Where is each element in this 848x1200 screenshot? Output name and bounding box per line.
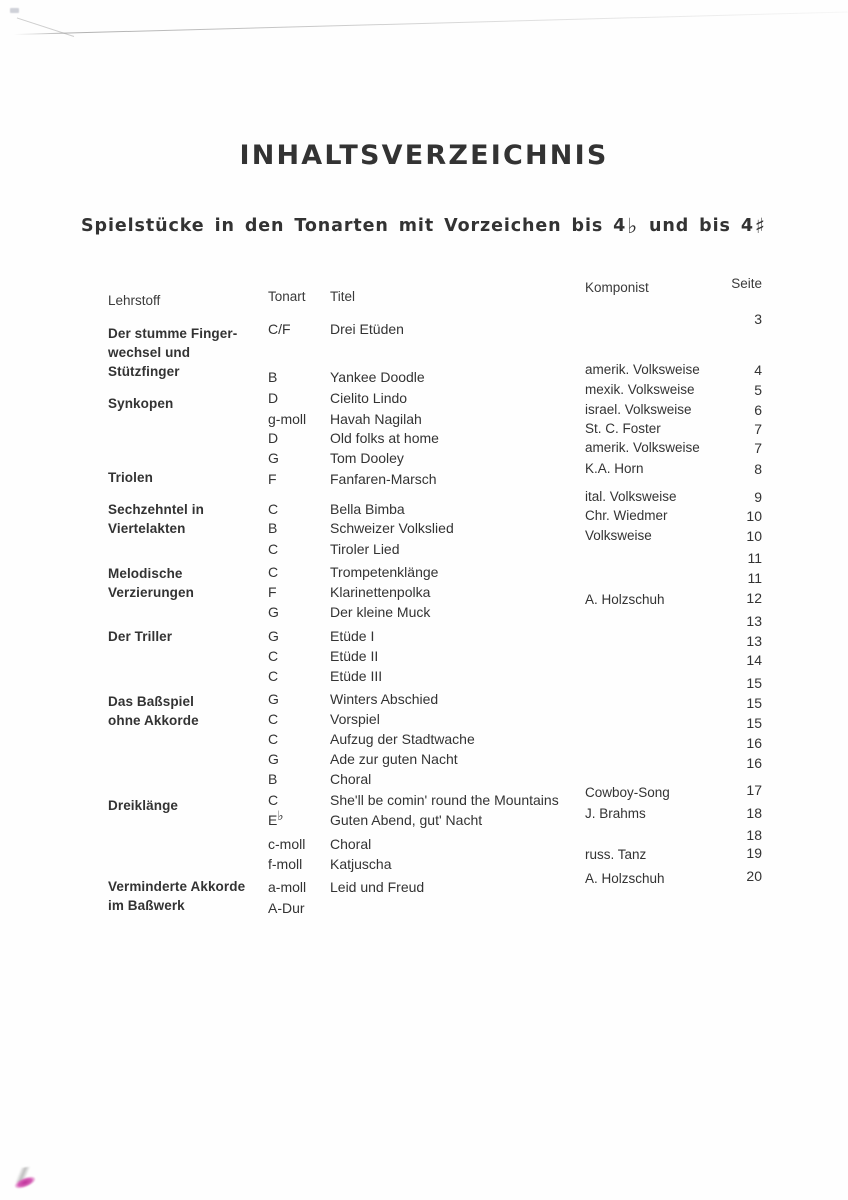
cell-seite: 5 xyxy=(754,382,762,398)
cell-tonart: C xyxy=(268,564,279,580)
cell-komponist: Volksweise xyxy=(585,528,652,543)
cell-seite: 15 xyxy=(746,715,762,731)
cell-tonart: D xyxy=(268,390,279,406)
column-header-lehrstoff: Lehrstoff xyxy=(108,293,161,308)
lehrstoff-label: Sechzehntel in xyxy=(108,502,204,517)
cell-seite: 18 xyxy=(746,805,762,821)
lehrstoff-label: Dreiklänge xyxy=(108,798,179,813)
cell-titel: Vorspiel xyxy=(330,711,380,727)
cell-tonart: C xyxy=(268,711,279,727)
cell-titel: Aufzug der Stadtwache xyxy=(330,731,475,747)
cell-tonart: C xyxy=(268,792,279,808)
cell-titel: Tom Dooley xyxy=(330,450,404,466)
cell-titel: Cielito Lindo xyxy=(330,390,408,406)
cell-seite: 4 xyxy=(754,362,762,378)
lehrstoff-label: Das Baßspiel xyxy=(108,694,194,709)
cell-tonart: G xyxy=(268,450,279,466)
cell-titel: Choral xyxy=(330,836,372,852)
flat-symbol: ♭ xyxy=(277,809,284,825)
cell-tonart: C/F xyxy=(268,321,291,337)
cell-titel: Tiroler Lied xyxy=(330,541,400,557)
column-header-seite: Seite xyxy=(731,276,762,291)
lehrstoff-label: Melodische xyxy=(108,566,183,581)
cell-tonart: c-moll xyxy=(268,836,306,852)
cell-titel: Fanfaren-Marsch xyxy=(330,471,437,487)
cell-tonart: g-moll xyxy=(268,411,307,427)
cell-tonart: G xyxy=(268,751,279,767)
cell-seite: 15 xyxy=(746,695,762,711)
cell-titel: Drei Etüden xyxy=(330,321,404,337)
cell-tonart: C xyxy=(268,541,279,557)
cell-titel: Katjuscha xyxy=(330,856,392,872)
cell-seite: 6 xyxy=(754,402,762,418)
column-header-tonart: Tonart xyxy=(268,289,306,304)
lehrstoff-label: Verzierungen xyxy=(108,585,194,600)
cell-tonart: G xyxy=(268,604,279,620)
cell-komponist: Cowboy-Song xyxy=(585,785,670,800)
cell-tonart: C xyxy=(268,668,279,684)
cell-tonart: A-Dur xyxy=(268,900,305,916)
cell-seite: 9 xyxy=(754,489,762,505)
cell-komponist: mexik. Volksweise xyxy=(585,382,695,397)
column-header-titel: Titel xyxy=(330,289,356,304)
cell-seite: 20 xyxy=(746,868,762,884)
cell-tonart: F xyxy=(268,471,277,487)
cell-komponist: Chr. Wiedmer xyxy=(585,508,668,523)
cell-seite: 14 xyxy=(746,652,762,668)
cell-tonart: B xyxy=(268,771,278,787)
cell-titel: Havah Nagilah xyxy=(330,411,422,427)
cell-tonart: C xyxy=(268,648,279,664)
cell-komponist: St. C. Foster xyxy=(585,421,661,436)
cell-titel: Etüde I xyxy=(330,628,375,644)
cell-tonart: C xyxy=(268,731,279,747)
lehrstoff-label: Der stumme Finger- xyxy=(108,326,238,341)
cell-titel: Yankee Doodle xyxy=(330,369,425,385)
lehrstoff-label: Synkopen xyxy=(108,396,174,411)
cell-seite: 12 xyxy=(746,590,762,606)
cell-titel: Leid und Freud xyxy=(330,879,425,895)
flat-symbol: ♭ xyxy=(627,214,639,238)
cell-seite: 13 xyxy=(746,633,762,649)
cell-seite: 11 xyxy=(747,570,762,586)
cell-titel: Bella Bimba xyxy=(330,501,405,517)
cell-tonart: C xyxy=(268,501,279,517)
cell-komponist: K.A. Horn xyxy=(585,461,644,476)
cell-komponist: russ. Tanz xyxy=(585,847,647,862)
cell-titel: Winters Abschied xyxy=(330,691,439,707)
cell-seite: 16 xyxy=(746,755,762,771)
cell-tonart: B xyxy=(268,520,278,536)
cell-titel: Etüde II xyxy=(330,648,379,664)
cell-komponist: amerik. Volksweise xyxy=(585,440,700,455)
cell-seite: 7 xyxy=(754,421,762,437)
cell-seite: 10 xyxy=(746,508,762,524)
cell-tonart: F xyxy=(268,584,277,600)
cell-tonart: G xyxy=(268,691,279,707)
subtitle-text-before: Spielstücke in den Tonarten mit Vorzeichen bis 4 xyxy=(81,216,627,236)
subtitle-text-middle: und bis 4 xyxy=(649,216,754,236)
cell-tonart: f-moll xyxy=(268,856,303,872)
cell-komponist: amerik. Volksweise xyxy=(585,362,700,377)
lehrstoff-label: Verminderte Akkorde xyxy=(108,879,246,894)
cell-seite: 13 xyxy=(746,613,762,629)
cell-titel: Choral xyxy=(330,771,372,787)
cell-komponist: J. Brahms xyxy=(585,806,646,821)
cell-tonart: B xyxy=(268,369,278,385)
lehrstoff-label: Stützfinger xyxy=(108,364,180,379)
cell-titel: Der kleine Muck xyxy=(330,604,431,620)
cell-seite: 10 xyxy=(746,528,762,544)
cell-komponist: A. Holzschuh xyxy=(585,592,665,607)
tonart-text: E xyxy=(268,812,278,828)
cell-komponist: A. Holzschuh xyxy=(585,871,665,886)
cell-titel: Ade zur guten Nacht xyxy=(330,751,458,767)
cell-titel: Etüde III xyxy=(330,668,383,684)
cell-tonart: D xyxy=(268,430,279,446)
cell-titel: She'll be comin' round the Mountains xyxy=(330,792,559,808)
lehrstoff-label: ohne Akkorde xyxy=(108,713,199,728)
cell-seite: 18 xyxy=(746,827,762,843)
cell-komponist: ital. Volksweise xyxy=(585,489,677,504)
cell-seite: 3 xyxy=(754,311,762,327)
page-title: INHALTSVERZEICHNIS xyxy=(239,140,609,171)
cell-seite: 8 xyxy=(754,461,762,477)
cell-tonart xyxy=(268,809,330,828)
cell-titel: Schweizer Volkslied xyxy=(330,520,454,536)
page-subtitle xyxy=(0,216,848,236)
lehrstoff-label: Der Triller xyxy=(108,629,173,644)
cell-tonart: a-moll xyxy=(268,879,307,895)
sharp-symbol: ♯ xyxy=(754,214,766,238)
cell-seite: 19 xyxy=(746,845,762,861)
cell-komponist: israel. Volksweise xyxy=(585,402,692,417)
cell-seite: 16 xyxy=(746,735,762,751)
cell-seite: 15 xyxy=(746,675,762,691)
lehrstoff-label: Viertelakten xyxy=(108,521,186,536)
cell-titel: Klarinettenpolka xyxy=(330,584,431,600)
lehrstoff-label: Triolen xyxy=(108,470,153,485)
column-header-komponist: Komponist xyxy=(585,280,649,295)
cell-seite: 11 xyxy=(747,550,762,566)
cell-titel: Trompetenklänge xyxy=(330,564,439,580)
cell-seite: 7 xyxy=(754,440,762,456)
cell-tonart: G xyxy=(268,628,279,644)
cell-titel: Old folks at home xyxy=(330,430,439,446)
cell-titel: Guten Abend, gut' Nacht xyxy=(330,812,483,828)
lehrstoff-label: wechsel und xyxy=(108,345,191,360)
lehrstoff-label: im Baßwerk xyxy=(108,898,185,913)
cell-seite: 17 xyxy=(746,782,762,798)
